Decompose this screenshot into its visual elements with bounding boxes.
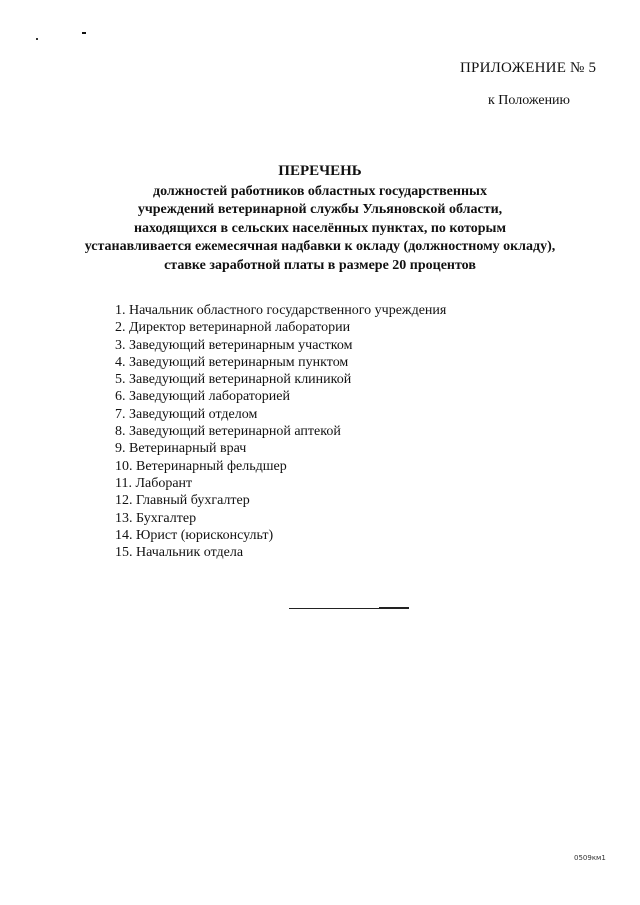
regulation-reference: к Положению — [488, 93, 571, 108]
title-line: устанавливается ежемесячная надбавки к окладу (должностному окладу), — [84, 239, 556, 254]
scan-speck — [36, 38, 38, 40]
title-line: ставке заработной платы в размере 20 процентов — [164, 257, 476, 273]
scan-specks — [36, 28, 96, 48]
list-item: 1. Начальник областного государственного учреждения — [115, 303, 447, 318]
list-item: 2. Директор ветеринарной лаборатории — [115, 320, 351, 336]
list-item: 11. Лаборант — [115, 475, 193, 491]
list-item: 10. Ветеринарный фельдшер — [115, 458, 287, 474]
title-line: учреждений ветеринарной службы Ульяновской области, — [137, 202, 503, 217]
list-item: 12. Главный бухгалтер — [115, 493, 250, 509]
list-item: 9. Ветеринарный врач — [115, 441, 247, 457]
document-title — [80, 162, 560, 275]
title-line: должностей работников областных государственных — [153, 183, 487, 199]
scan-speck — [82, 32, 86, 34]
list-item: 15. Начальник отдела — [115, 545, 244, 561]
closing-rule — [289, 608, 409, 609]
list-item: 14. Юрист (юрисконсульт) — [115, 527, 274, 543]
list-item: 6. Заведующий лабораторией — [115, 389, 290, 405]
list-item: 13. Бухгалтер — [115, 510, 197, 526]
document-code: 0509км1 — [574, 854, 606, 862]
title-heading: ПЕРЕЧЕНЬ — [278, 163, 362, 179]
title-line: находящихся в сельских населённых пунктах, по которым — [133, 220, 507, 236]
list-item: 3. Заведующий ветеринарным участком — [115, 337, 353, 353]
list-item: 8. Заведующий ветеринарной аптекой — [115, 424, 341, 440]
list-item: 7. Заведующий отделом — [115, 406, 258, 422]
positions-list — [115, 302, 446, 561]
list-item: 5. Заведующий ветеринарной клиникой — [115, 372, 352, 388]
appendix-label: ПРИЛОЖЕНИЕ № 5 — [460, 60, 597, 76]
list-item: 4. Заведующий ветеринарным пунктом — [115, 354, 349, 370]
